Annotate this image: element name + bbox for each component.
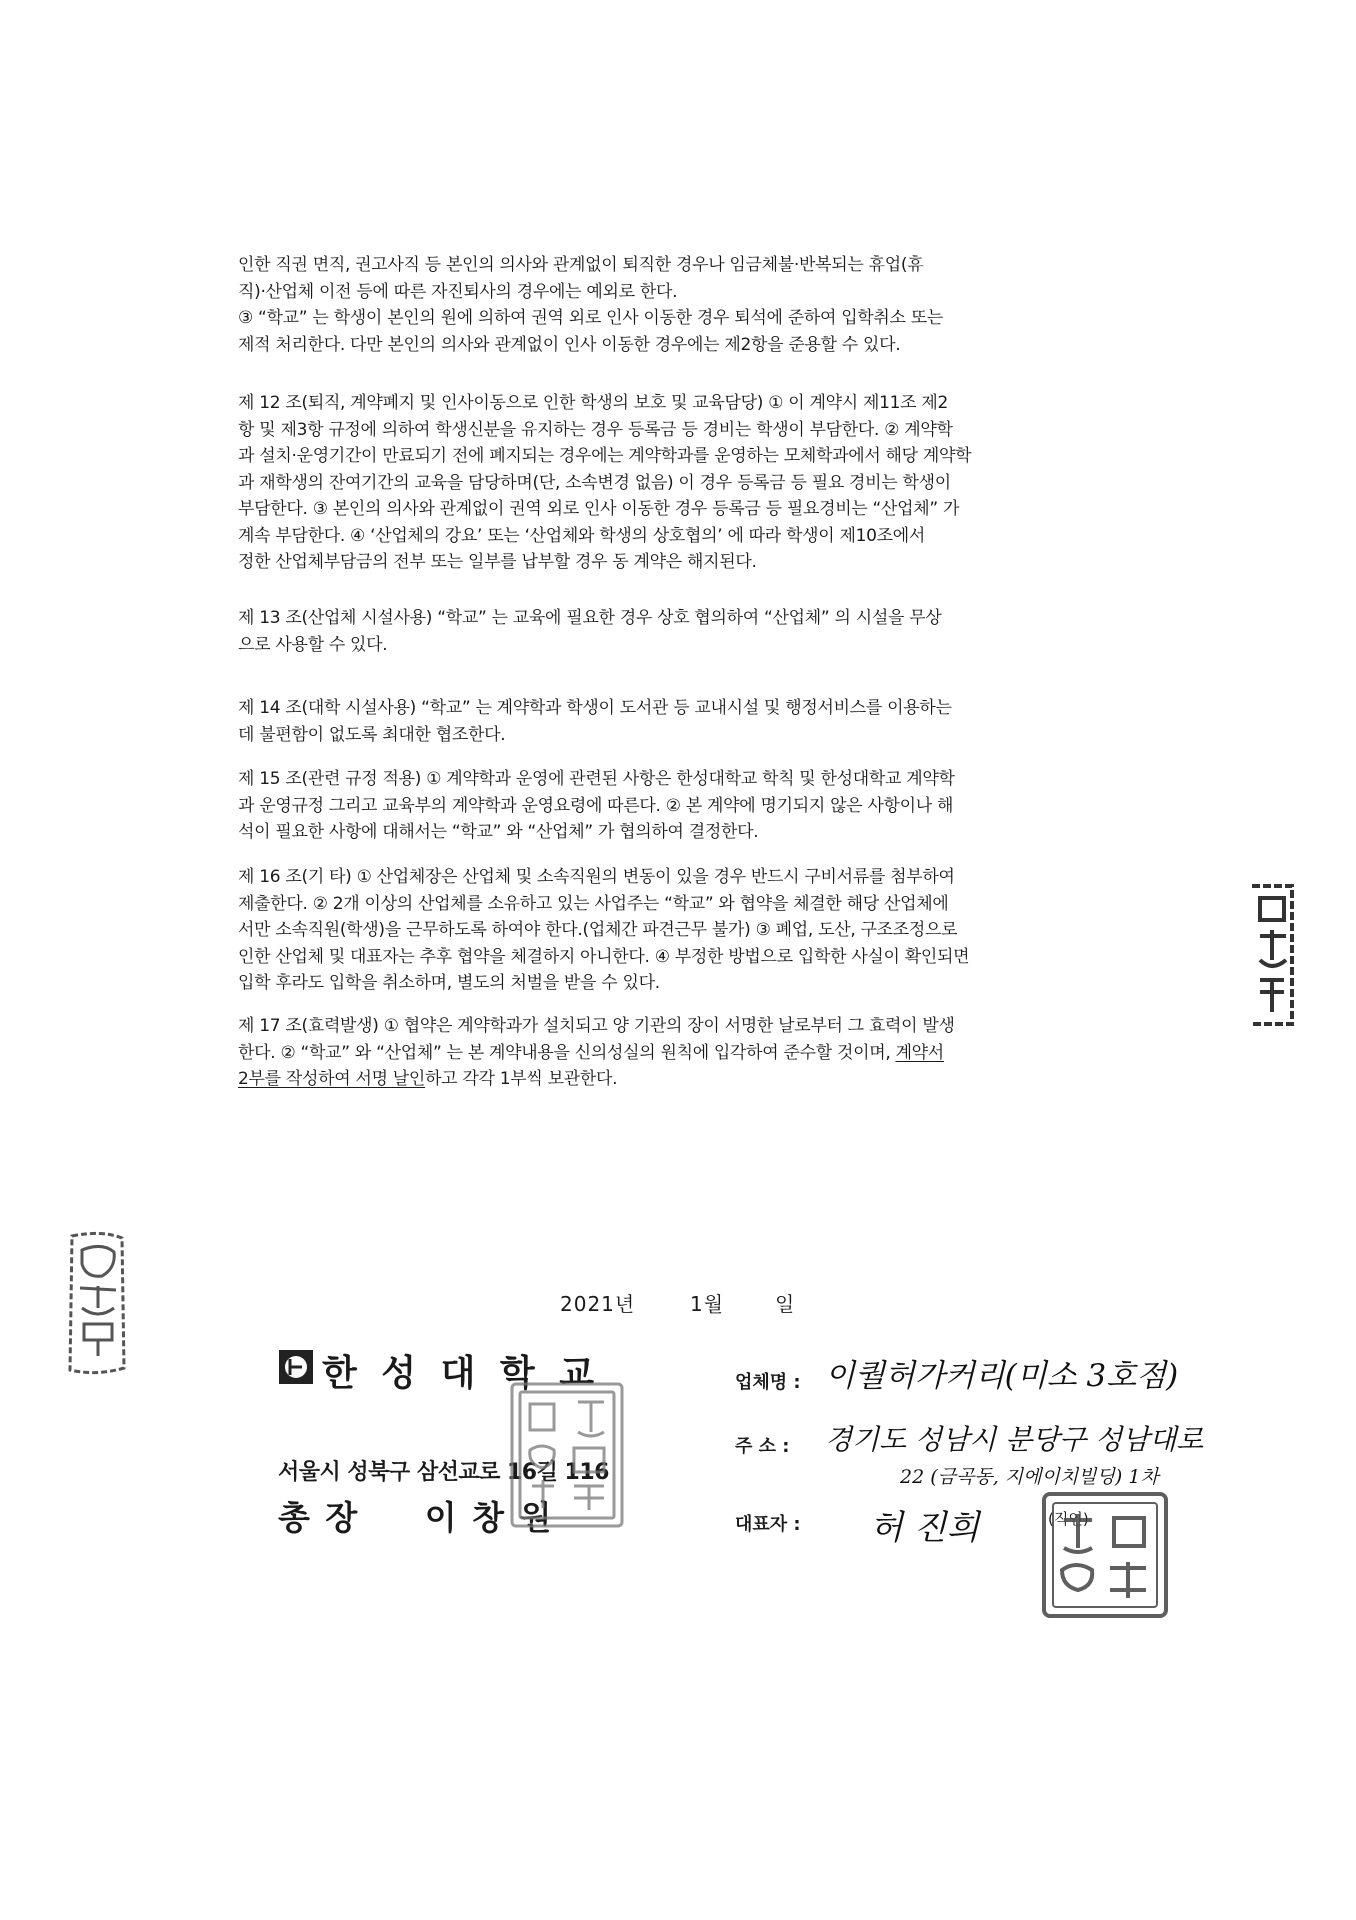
company-address-label: 주 소 : (735, 1436, 790, 1457)
text-line: 인한 직권 면직, 권고사직 등 본인의 의사와 관계없이 퇴직한 경우나 임금체불·반복되는 휴업(휴 (238, 255, 924, 275)
text-line: 직)·산업체 이전 등에 따른 자진퇴사의 경우에는 예외로 한다. (238, 281, 678, 302)
text-line: 으로 사용할 수 있다. (238, 634, 388, 655)
company-name-label: 업체명 : (735, 1372, 801, 1393)
paragraph-art11-continued (238, 252, 1128, 358)
paragraph-article-17 (238, 1013, 1128, 1093)
text-line: 제 15 조(관련 규정 적용) ① 계약학과 운영에 관련된 사항은 한성대학교 학칙 및 한성대학교 계약학 (238, 769, 955, 789)
company-rep-label: 대표자 : (735, 1514, 801, 1535)
date-day: 일 (775, 1292, 796, 1316)
text-line: ③ “학교” 는 학생이 본인의 원에 의하여 권역 외로 인사 이동한 경우 퇴석에 준하여 입학취소 또는 (238, 308, 944, 328)
text-line: 항 및 제3항 규정에 의하여 학생신분을 유지하는 경우 등록금 등 경비는 학생이 부담한다. ② 계약학 (238, 419, 953, 440)
text-line: 제 13 조(산업체 시설사용) “학교” 는 교육에 필요한 경우 상호 협의하여 “산업체” 의 시설을 무상 (238, 608, 942, 628)
handwritten-company-address: 경기도 성남시 분당구 성남대로 (825, 1423, 1204, 1456)
text-line: 데 불편함이 없도록 최대한 협조한다. (238, 724, 506, 745)
margin-seal-right (1246, 880, 1298, 1030)
university-logo-icon (278, 1349, 314, 1385)
text-line: 인한 산업체 및 대표자는 추후 협약을 체결하지 아니한다. ④ 부정한 방법으로 입학한 사실이 확인되면 (238, 946, 970, 967)
text-line: 과 운영규정 그리고 교육부의 계약학과 운영요령에 따른다. ② 본 계약에 명기되지 않은 사항이나 해 (238, 795, 954, 816)
handwritten-company-name: 이퀄허가커리(미소 3호점) (825, 1358, 1179, 1394)
underlined-text: 2부를 작성하여 서명 날인 (238, 1069, 426, 1089)
university-name: 한 성 대 학 교 (322, 1353, 601, 1394)
underlined-text: 계약서 (895, 1042, 944, 1063)
text-line: 부담한다. ③ 본인의 의사와 관계없이 권역 외로 인사 이동한 경우 등록금 등 필요경비는 “산업체” 가 (238, 499, 960, 519)
date-month: 1월 (690, 1292, 725, 1316)
text-line: 석이 필요한 사항에 대해서는 “학교” 와 “산업체” 가 협의하여 결정한다. (238, 822, 759, 842)
text-line: 제 12 조(퇴직, 계약폐지 및 인사이동으로 인한 학생의 보호 및 교육담당) ① 이 계약시 제11조 제2 (238, 393, 948, 413)
text-segment: 한다. ② “학교” 와 “산업체” 는 본 계약내용을 신의성실의 원칙에 입각하여 준수할 것이며, (238, 1042, 896, 1063)
text-line: 제 17 조(효력발생) ① 협약은 계약학과가 설치되고 양 기관의 장이 서명한 날로부터 그 효력이 발생 (238, 1016, 955, 1036)
paragraph-article-16 (238, 864, 1128, 997)
handwritten-company-address-2: 22 (금곡동, 지에이치빌딩) 1차 (900, 1466, 1159, 1488)
paragraph-article-14 (238, 695, 1128, 748)
paragraph-article-15 (238, 766, 1128, 846)
text-line (238, 1040, 1128, 1067)
text-line: 과 설치·운영기간이 만료되기 전에 폐지되는 경우에는 계약학과를 운영하는 모체학과에서 해당 계약학 (238, 446, 972, 466)
text-line: 입학 후라도 입학을 취소하며, 별도의 처벌을 받을 수 있다. (238, 973, 660, 993)
text-line: 제 14 조(대학 시설사용) “학교” 는 계약학과 학생이 도서관 등 교내시설 및 행정서비스를 이용하는 (238, 698, 952, 718)
paragraph-article-13 (238, 605, 1128, 658)
text-line: 제적 처리한다. 다만 본인의 의사와 관계없이 인사 이동한 경우에는 제2항을 준용할 수 있다. (238, 334, 901, 355)
president-name: 이 창 원 (424, 1498, 554, 1537)
text-segment: 하고 각각 1부씩 보관한다. (425, 1069, 618, 1089)
text-line: 제출한다. ② 2개 이상의 산업체를 소유하고 있는 사업주는 “학교” 와 협약을 체결한 해당 산업체에 (238, 893, 949, 914)
text-line (238, 1066, 1128, 1093)
university-official-seal (508, 1380, 626, 1530)
text-line: 제 16 조(기 타) ① 산업체장은 산업체 및 소속직원의 변동이 있을 경우 반드시 구비서류를 첨부하여 (238, 867, 955, 887)
margin-seal-left (62, 1228, 132, 1378)
date-year: 2021년 (560, 1292, 636, 1316)
president-title: 총 장 (278, 1498, 360, 1537)
university-address: 서울시 성북구 삼선교로 16길 116 (278, 1460, 609, 1485)
text-line: 계속 부담한다. ④ ‘산업체의 강요’ 또는 ‘산업체와 학생의 상호협의’ 에 따라 학생이 제10조에서 (238, 525, 926, 546)
handwritten-representative: 허 진희 (870, 1508, 980, 1548)
text-line: 과 재학생의 잔여기간의 교육을 담당하며(단, 소속변경 없음) 이 경우 등록금 등 필요 경비는 학생이 (238, 472, 951, 493)
text-line: 서만 소속직원(학생)을 근무하도록 하여야 한다.(업체간 파견근무 불가) ③ 폐업, 도산, 구조조정으로 (238, 920, 958, 940)
seal-placeholder-label: (직인) (1048, 1510, 1089, 1528)
text-line: 정한 산업체부담금의 전부 또는 일부를 납부할 경우 동 계약은 해지된다. (238, 552, 757, 572)
paragraph-article-12 (238, 390, 1128, 576)
company-seal (1040, 1490, 1170, 1620)
